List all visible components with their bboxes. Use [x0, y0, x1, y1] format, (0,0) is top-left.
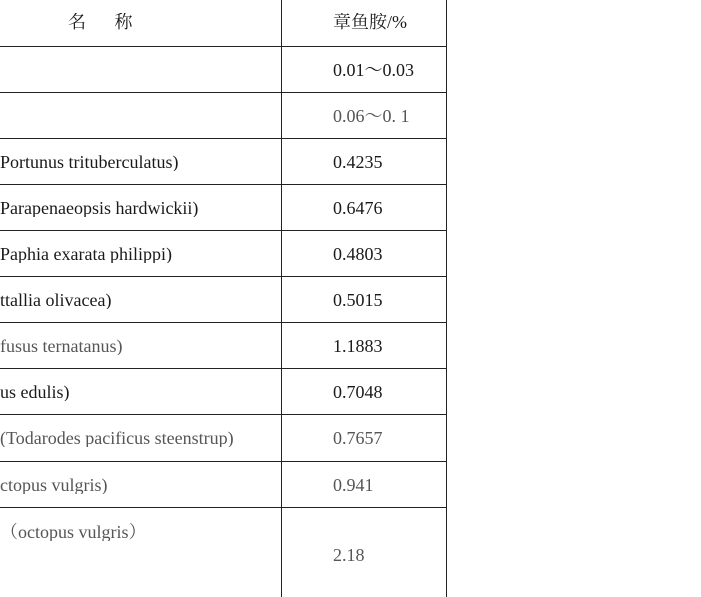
- table-row: [0, 415, 447, 462]
- row-name: Portunus trituberculatus): [0, 153, 179, 171]
- table-row: [0, 508, 447, 597]
- row-value: 0.06～0. 1: [333, 107, 410, 125]
- row-name: Parapenaeopsis hardwickii): [0, 199, 199, 217]
- row-name: us edulis): [0, 383, 70, 401]
- row-value: 1.1883: [333, 337, 383, 355]
- row-value: 2.18: [333, 546, 365, 564]
- table-row: [0, 323, 447, 369]
- row-value: 0.7657: [333, 429, 383, 447]
- row-value: 0.4235: [333, 153, 383, 171]
- row-name: fusus ternatanus): [0, 337, 123, 355]
- row-value: 0.5015: [333, 291, 383, 309]
- table-row: [0, 369, 447, 415]
- table-row: [0, 462, 447, 508]
- row-value: 0.4803: [333, 245, 383, 263]
- table-row: [0, 47, 447, 93]
- table-row: [0, 93, 447, 139]
- header-name: 名 称: [68, 13, 145, 31]
- table-row: [0, 231, 447, 277]
- row-name: ttallia olivacea): [0, 291, 112, 309]
- row-name: Paphia exarata philippi): [0, 245, 172, 263]
- row-value: 0.6476: [333, 199, 383, 217]
- row-name: (Todarodes pacificus steenstrup): [0, 429, 234, 447]
- row-name: ctopus vulgris): [0, 476, 108, 494]
- row-name: （octopus vulgris）: [0, 523, 147, 541]
- row-value: 0.941: [333, 476, 374, 494]
- table-header-row: [0, 0, 447, 47]
- row-value: 0.01～0.03: [333, 61, 414, 79]
- table-row: [0, 277, 447, 323]
- table-row: [0, 139, 447, 185]
- table-row: [0, 185, 447, 231]
- row-value: 0.7048: [333, 383, 383, 401]
- header-octopamine: 章鱼胺/%: [333, 13, 407, 31]
